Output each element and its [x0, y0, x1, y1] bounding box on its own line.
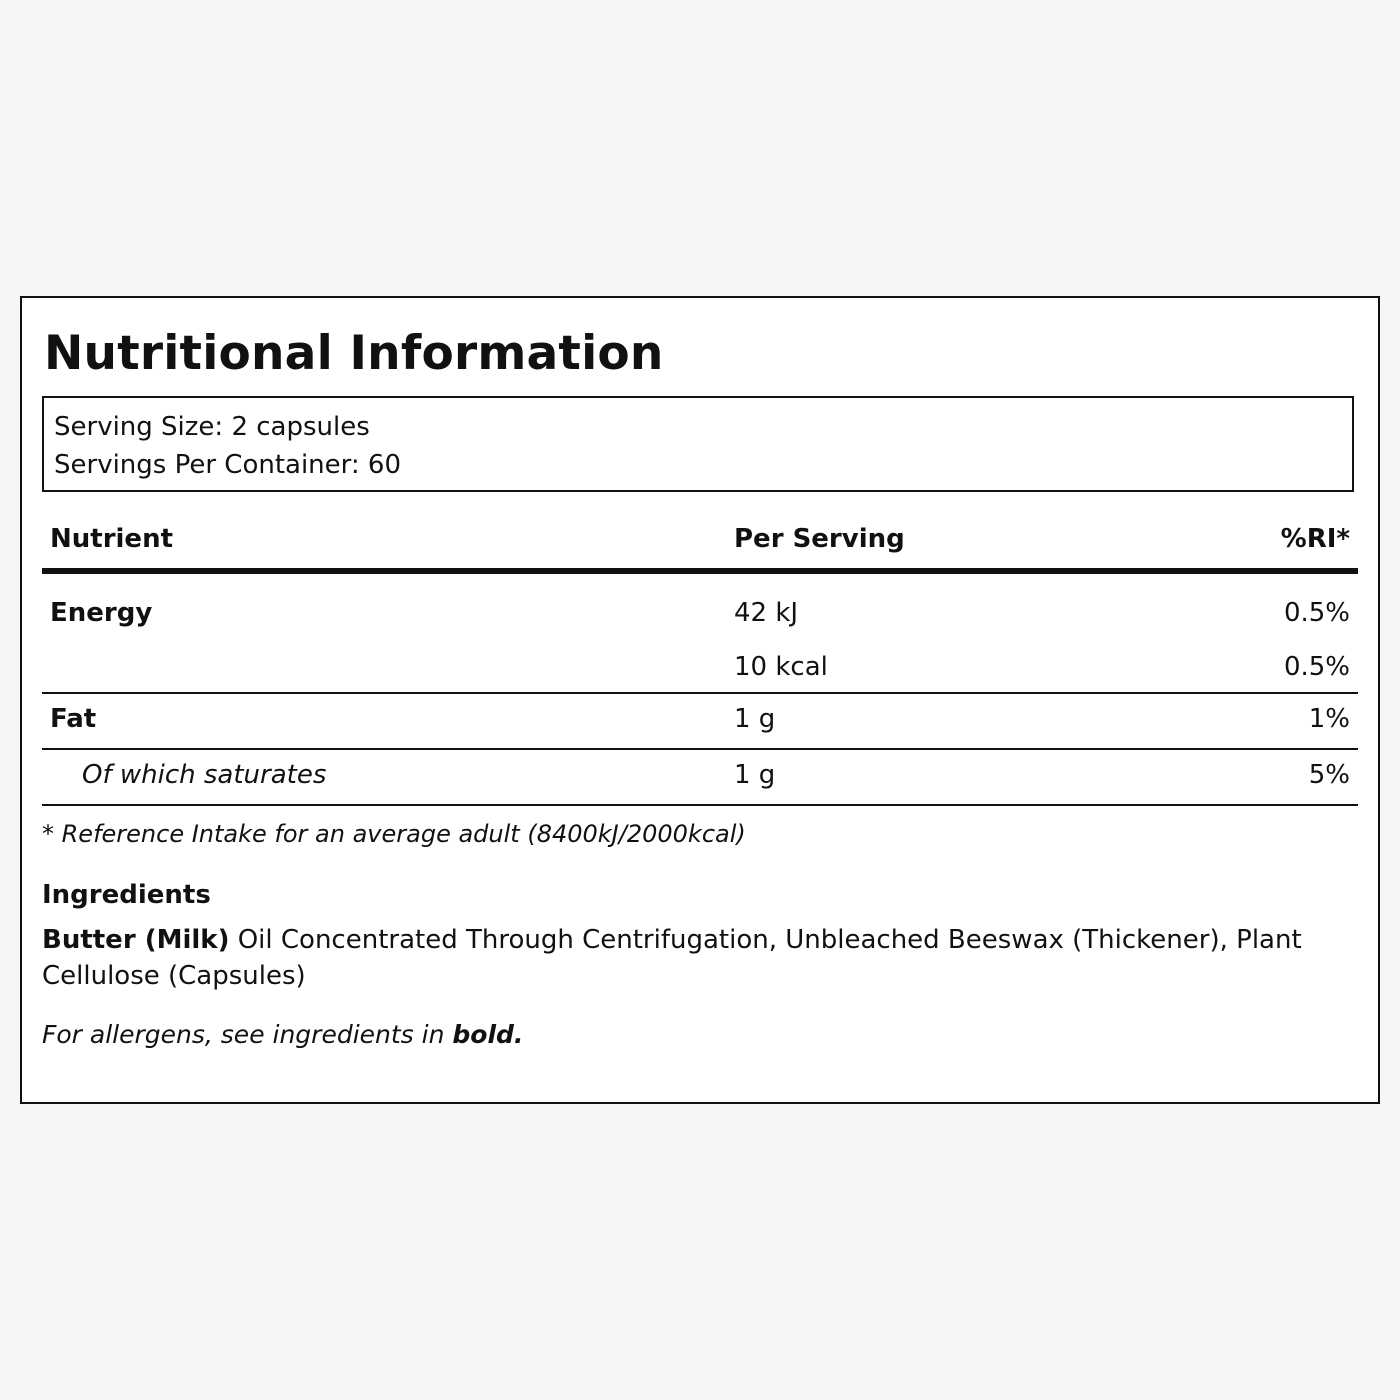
reference-intake-footnote: * Reference Intake for an average adult (8400kJ/2000kcal) [42, 820, 746, 848]
serving-info-box [42, 396, 1354, 492]
header-per-serving: Per Serving [734, 524, 905, 554]
allergen-note-text: For allergens, see ingredients in [42, 1020, 453, 1049]
table-row-fat [42, 694, 1358, 750]
energy-kj: 42 kJ [734, 598, 799, 628]
fat-ri: 1% [1308, 704, 1350, 734]
nutrition-label [20, 296, 1380, 1104]
serving-size: Serving Size: 2 capsules [54, 412, 370, 442]
ingredients-list [42, 922, 1342, 994]
energy-kcal-ri: 0.5% [1283, 652, 1350, 682]
allergen-ingredient: Butter (Milk) [42, 925, 230, 955]
nutrient-name: Of which saturates [82, 760, 327, 790]
allergen-note [42, 1020, 523, 1049]
energy-kcal: 10 kcal [734, 652, 828, 682]
ingredients-text: Oil Concentrated Through Centrifugation, Unbleached Beeswax (Thickener), Plant Cellulose (Capsules) [42, 925, 1302, 991]
table-row-saturates [42, 750, 1358, 806]
nutrient-name: Energy [50, 598, 153, 628]
nutrition-table [42, 518, 1358, 806]
fat-amount: 1 g [734, 704, 776, 734]
energy-kj-ri: 0.5% [1283, 598, 1350, 628]
servings-per-container: Servings Per Container: 60 [54, 450, 402, 480]
page-title: Nutritional Information [44, 326, 664, 381]
ingredients-heading: Ingredients [42, 880, 211, 910]
header-nutrient: Nutrient [50, 524, 174, 554]
allergen-note-bold: bold. [452, 1020, 524, 1049]
nutrient-name: Fat [50, 704, 97, 734]
saturates-ri: 5% [1308, 760, 1350, 790]
table-header [42, 518, 1358, 574]
saturates-amount: 1 g [734, 760, 776, 790]
table-row-energy [42, 574, 1358, 694]
header-ri: %RI* [1280, 524, 1350, 554]
